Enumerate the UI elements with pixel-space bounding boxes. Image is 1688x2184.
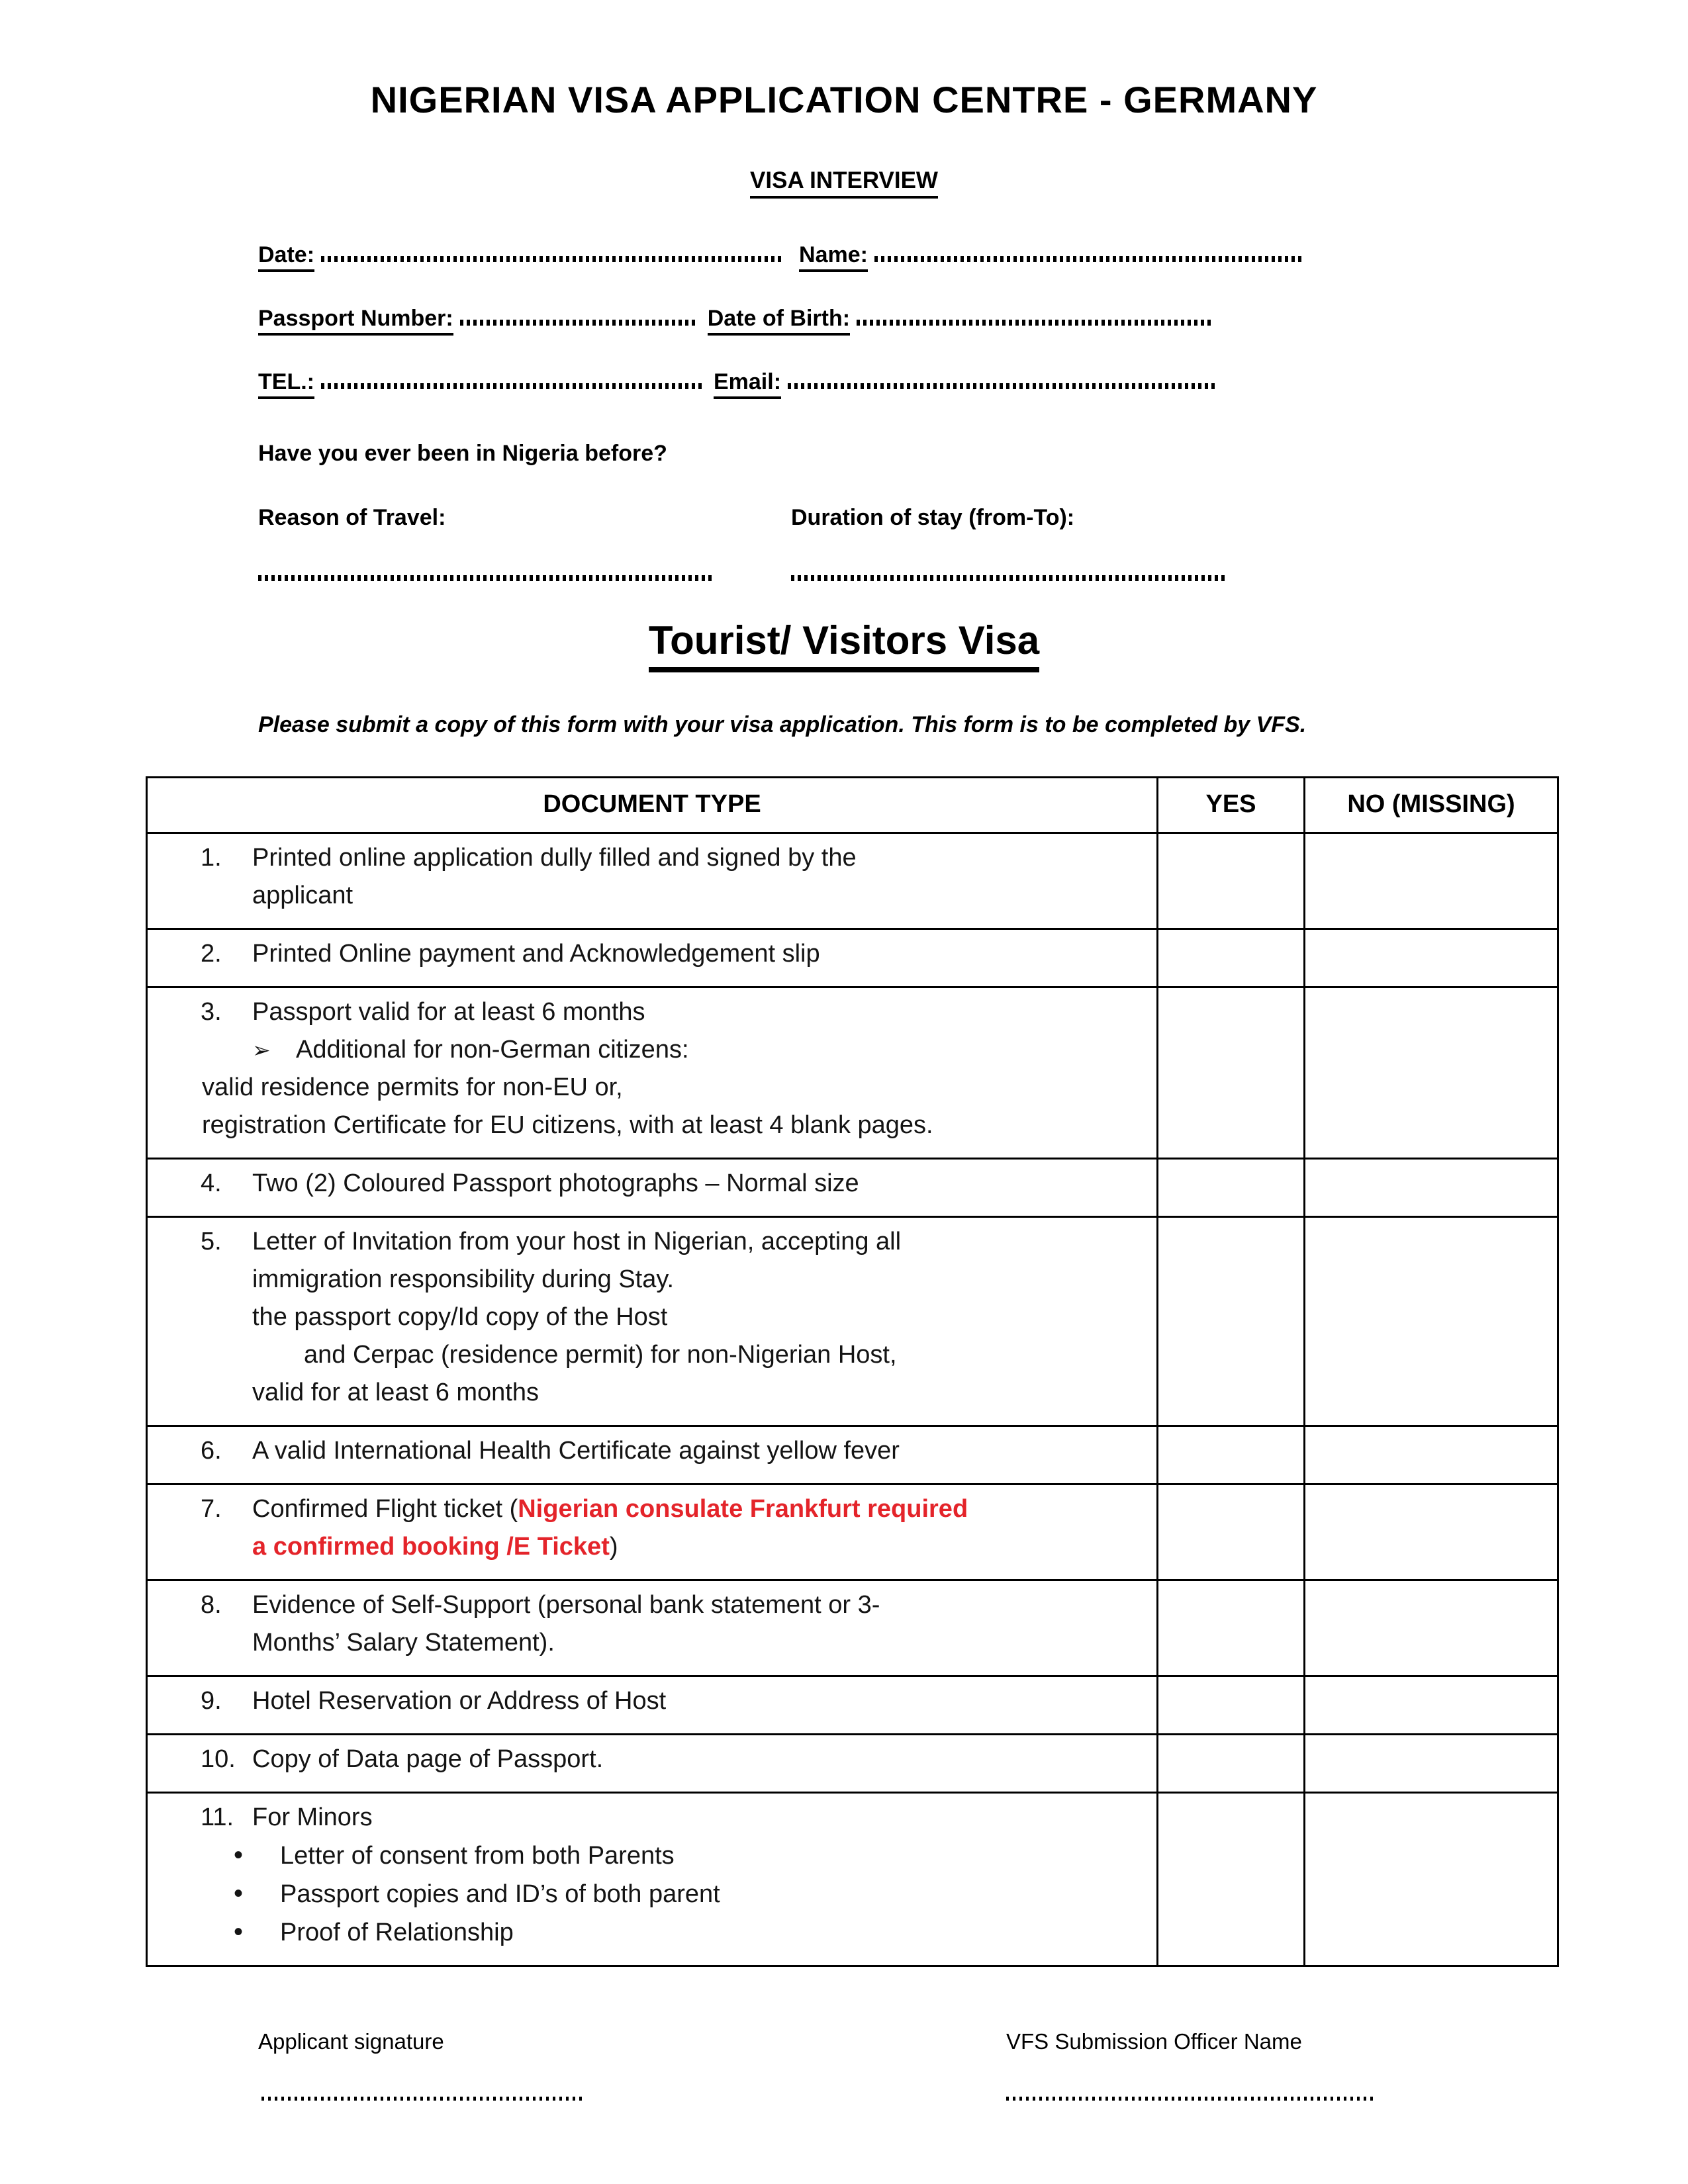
checklist-line: 6. A valid International Health Certificate against yellow fever — [201, 1432, 1139, 1470]
nigeria-before-question: Have you ever been in Nigeria before? — [258, 441, 667, 466]
checklist-line: ➢ Additional for non-German citizens: — [201, 1031, 1139, 1069]
duration-fill-line — [791, 575, 1225, 581]
yes-cell — [1158, 1159, 1305, 1217]
yes-cell — [1158, 1426, 1305, 1484]
checklist-line: • Passport copies and ID’s of both parent — [201, 1875, 1139, 1913]
document-type-cell — [147, 1580, 1158, 1676]
yes-cell — [1158, 833, 1305, 929]
checklist-line: and Cerpac (residence permit) for non-Nigerian Host, — [304, 1341, 897, 1369]
officer-name-fill-line — [1006, 2097, 1377, 2101]
bullet-icon: • — [234, 1917, 244, 1946]
no-missing-cell — [1305, 929, 1558, 987]
submission-note: Please submit a copy of this form with your visa application. This form is to be completed by VFS. — [258, 712, 1307, 737]
checklist-line: the passport copy/Id copy of the Host — [252, 1303, 668, 1331]
passport-number-label: Passport Number: — [258, 306, 453, 336]
checklist-header-row — [147, 778, 1558, 833]
item-text: ) — [609, 1533, 618, 1561]
table-row — [147, 987, 1558, 1159]
checklist-line: valid for at least 6 months — [252, 1379, 539, 1406]
no-missing-cell — [1305, 1676, 1558, 1735]
applicant-signature-fill-line — [261, 2097, 586, 2101]
document-type-cell — [147, 929, 1158, 987]
table-row — [147, 1426, 1558, 1484]
checklist-line: 11. For Minors — [201, 1799, 1139, 1837]
checklist-line: 5. Letter of Invitation from your host in Nigerian, accepting all — [201, 1223, 1139, 1261]
checklist-line: • Letter of consent from both Parents — [201, 1837, 1139, 1875]
interview-fields — [258, 242, 1556, 398]
checklist-line — [201, 1528, 1139, 1566]
checklist-line: 1. Printed online application dully filled and signed by the — [201, 839, 1139, 877]
item-number: 5. — [201, 1228, 222, 1255]
yes-cell — [1158, 987, 1305, 1159]
document-title: NIGERIAN VISA APPLICATION CENTRE - GERMANY — [370, 79, 1318, 120]
document-type-cell — [147, 1676, 1158, 1735]
date-fill-line — [321, 256, 784, 262]
document-type-cell — [147, 1484, 1158, 1580]
applicant-signature-label: Applicant signature — [258, 2029, 444, 2054]
alert-text: Nigerian consulate Frankfurt required — [518, 1495, 968, 1523]
checklist-line: 8. Evidence of Self-Support (personal bank statement or 3- — [201, 1586, 1139, 1624]
checklist-line: 4. Two (2) Coloured Passport photographs – Normal size — [201, 1165, 1139, 1203]
item-number: 7. — [201, 1495, 222, 1523]
document-type-cell — [147, 1426, 1158, 1484]
tel-label: TEL.: — [258, 369, 314, 399]
yes-cell — [1158, 1735, 1305, 1793]
bullet-icon: • — [234, 1879, 244, 1908]
checklist-line: immigration responsibility during Stay. — [252, 1265, 675, 1293]
document-checklist-table — [146, 776, 1559, 1967]
field-row-passport-dob — [258, 306, 1556, 335]
no-missing-cell — [1305, 833, 1558, 929]
item-text: Confirmed Flight ticket ( — [252, 1495, 518, 1523]
bullet-icon: • — [234, 1841, 244, 1870]
signature-labels-row — [258, 2029, 1688, 2057]
no-missing-cell — [1305, 1580, 1558, 1676]
signature-fill-lines — [258, 2097, 1688, 2103]
yes-cell — [1158, 1217, 1305, 1426]
checklist-line: • Proof of Relationship — [201, 1913, 1139, 1952]
checklist-line: valid residence permits for non-EU or, — [202, 1073, 623, 1101]
item-number: 8. — [201, 1591, 222, 1619]
no-missing-cell — [1305, 1735, 1558, 1793]
vfs-officer-name-label: VFS Submission Officer Name — [1006, 2029, 1302, 2054]
checklist-line: Months’ Salary Statement). — [252, 1629, 555, 1657]
checklist-line: registration Certificate for EU citizens, with at least 4 blank pages. — [202, 1111, 933, 1139]
duration-of-stay-label: Duration of stay (from-To): — [791, 505, 1075, 530]
field-row-date-name — [258, 242, 1556, 271]
document-type-cell — [147, 1793, 1158, 1966]
email-fill-line — [788, 383, 1215, 389]
table-row — [147, 1676, 1558, 1735]
yes-cell — [1158, 1793, 1305, 1966]
item-number: 11. — [201, 1803, 234, 1831]
date-of-birth-label: Date of Birth: — [708, 306, 850, 336]
no-missing-cell — [1305, 1426, 1558, 1484]
document-type-cell — [147, 1217, 1158, 1426]
table-row — [147, 1159, 1558, 1217]
passport-number-fill-line — [460, 320, 698, 326]
yes-header: YES — [1158, 778, 1305, 833]
item-number: 3. — [201, 998, 222, 1026]
table-row — [147, 1735, 1558, 1793]
date-label: Date: — [258, 242, 314, 272]
name-label: Name: — [799, 242, 868, 272]
table-row — [147, 1217, 1558, 1426]
no-missing-cell — [1305, 1484, 1558, 1580]
table-row — [147, 1793, 1558, 1966]
document-type-cell — [147, 987, 1158, 1159]
checklist-line: 9. Hotel Reservation or Address of Host — [201, 1682, 1139, 1720]
reason-duration-fill-lines — [258, 575, 1688, 583]
item-number: 2. — [201, 940, 222, 968]
reason-duration-row — [258, 505, 1688, 534]
yes-cell — [1158, 1580, 1305, 1676]
tel-fill-line — [321, 383, 702, 389]
no-missing-header: NO (MISSING) — [1305, 778, 1558, 833]
alert-text: a confirmed booking /E Ticket — [252, 1533, 610, 1561]
arrow-bullet-icon: ➢ — [252, 1038, 271, 1062]
item-number: 10. — [201, 1745, 236, 1773]
checklist-line: applicant — [252, 882, 353, 909]
item-number: 4. — [201, 1169, 222, 1197]
checklist-line — [201, 1490, 1139, 1528]
table-row — [147, 1484, 1558, 1580]
item-number: 1. — [201, 844, 222, 872]
no-missing-cell — [1305, 1217, 1558, 1426]
table-row — [147, 929, 1558, 987]
reason-fill-line — [258, 575, 715, 581]
checklist-line: 3. Passport valid for at least 6 months — [201, 993, 1139, 1031]
tourist-visitors-visa-heading: Tourist/ Visitors Visa — [0, 617, 1688, 672]
yes-cell — [1158, 929, 1305, 987]
email-label: Email: — [714, 369, 781, 399]
date-of-birth-fill-line — [857, 320, 1214, 326]
document-type-header: DOCUMENT TYPE — [147, 778, 1158, 833]
name-fill-line — [874, 256, 1305, 262]
yes-cell — [1158, 1676, 1305, 1735]
document-type-cell — [147, 1159, 1158, 1217]
table-row — [147, 833, 1558, 929]
table-row — [147, 1580, 1558, 1676]
document-type-cell — [147, 1735, 1158, 1793]
visa-interview-heading: VISA INTERVIEW — [0, 167, 1688, 199]
yes-cell — [1158, 1484, 1305, 1580]
reason-of-travel-label: Reason of Travel: — [258, 505, 446, 530]
field-row-tel-email — [258, 369, 1556, 398]
checklist-line: 10. Copy of Data page of Passport. — [201, 1741, 1139, 1778]
item-number: 9. — [201, 1687, 222, 1715]
checklist-line: 2. Printed Online payment and Acknowledgement slip — [201, 935, 1139, 973]
no-missing-cell — [1305, 987, 1558, 1159]
item-number: 6. — [201, 1437, 222, 1465]
no-missing-cell — [1305, 1159, 1558, 1217]
no-missing-cell — [1305, 1793, 1558, 1966]
document-type-cell — [147, 833, 1158, 929]
